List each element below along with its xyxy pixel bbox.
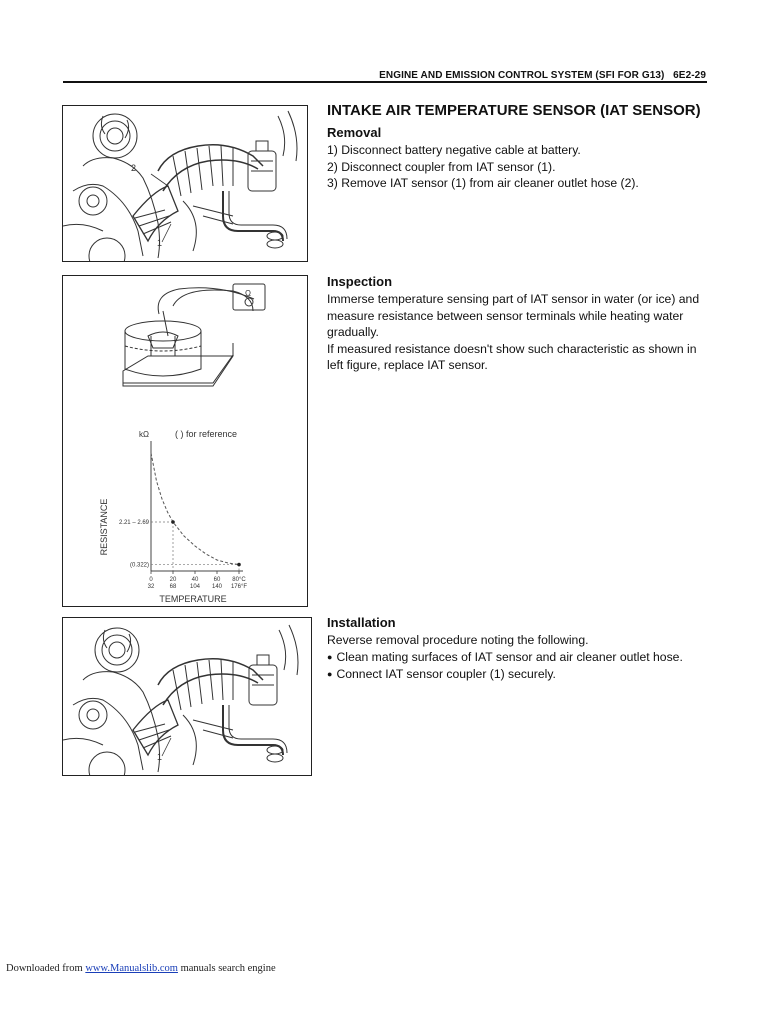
removal-heading: Removal [327, 125, 382, 140]
footer-prefix: Downloaded from [6, 963, 83, 974]
installation-illustration [63, 618, 311, 775]
install-sensor-label: 1 [157, 752, 163, 762]
chart-point [171, 520, 175, 524]
page-number: 6E2-29 [673, 70, 706, 81]
removal-step: 2) Disconnect coupler from IAT sensor (1). [327, 159, 556, 174]
chart-x-tick-label: 60 [213, 577, 221, 583]
chart-x-tick-label: 20 [169, 577, 177, 583]
inspection-paragraph: Immerse temperature sensing part of IAT sensor in water (or ice) and measure resistance between sensor terminals while heating water gradually. [327, 292, 700, 340]
installation-bullet: ● Connect IAT sensor coupler (1) securely. [327, 666, 712, 684]
chart-x-tick-label-f: 176°F [230, 584, 248, 590]
removal-step: 3) Remove IAT sensor (1) from air cleaner outlet hose (2). [327, 176, 639, 191]
chart-x-tick-label: 80°C [232, 577, 246, 583]
removal-figure [62, 105, 308, 262]
inspection-illustration [63, 276, 307, 606]
chart-x-tick-label-f: 32 [147, 584, 155, 590]
sensor-label: 1 [157, 238, 163, 248]
chart-y-label: RESISTANCE [99, 498, 109, 556]
hose-label: 2 [131, 163, 137, 173]
removal-section [327, 102, 712, 192]
chart-y-tick-label: (0.322) [129, 562, 149, 569]
footer-suffix: manuals search engine [180, 963, 276, 974]
inspection-paragraph: If measured resistance doesn't show such characteristic as shown in left figure, replace IAT sensor. [327, 341, 697, 373]
chart-x-label: TEMPERATURE [159, 594, 227, 604]
footer [6, 963, 276, 974]
installation-figure [62, 617, 312, 776]
header-title: ENGINE AND EMISSION CONTROL SYSTEM (SFI FOR G13) [379, 70, 665, 81]
resistance-chart [99, 429, 247, 604]
chart-y-unit: kΩ [139, 430, 149, 439]
inspection-heading: Inspection [327, 274, 393, 289]
inspection-figure [62, 275, 308, 607]
header-text [379, 70, 706, 81]
installation-section [327, 615, 712, 684]
header-rule [63, 81, 707, 83]
chart-x-tick-label-f: 104 [189, 584, 201, 590]
meter-symbol: Ω [245, 289, 251, 298]
chart-x-tick-label: 0 [149, 577, 153, 583]
chart-reference-note: ( ) for reference [175, 429, 238, 439]
chart-x-tick-label-f: 68 [169, 584, 177, 590]
footer-link[interactable]: www.Manualslib.com [85, 963, 178, 974]
installation-heading: Installation [327, 615, 396, 630]
chart-y-tick-label: 2.21 – 2.69 [118, 520, 149, 526]
chart-x-tick-label: 40 [191, 577, 199, 583]
removal-step: 1) Disconnect battery negative cable at battery. [327, 143, 581, 157]
removal-illustration [63, 106, 307, 261]
chart-series-line [151, 453, 239, 565]
chart-point [237, 563, 241, 567]
chart-x-tick-label-f: 140 [211, 584, 223, 590]
installation-intro: Reverse removal procedure noting the following. [327, 633, 589, 647]
inspection-section [327, 274, 712, 374]
section-title: INTAKE AIR TEMPERATURE SENSOR (IAT SENSOR) [327, 102, 701, 119]
installation-bullet: ● Clean mating surfaces of IAT sensor and air cleaner outlet hose. [327, 649, 712, 667]
